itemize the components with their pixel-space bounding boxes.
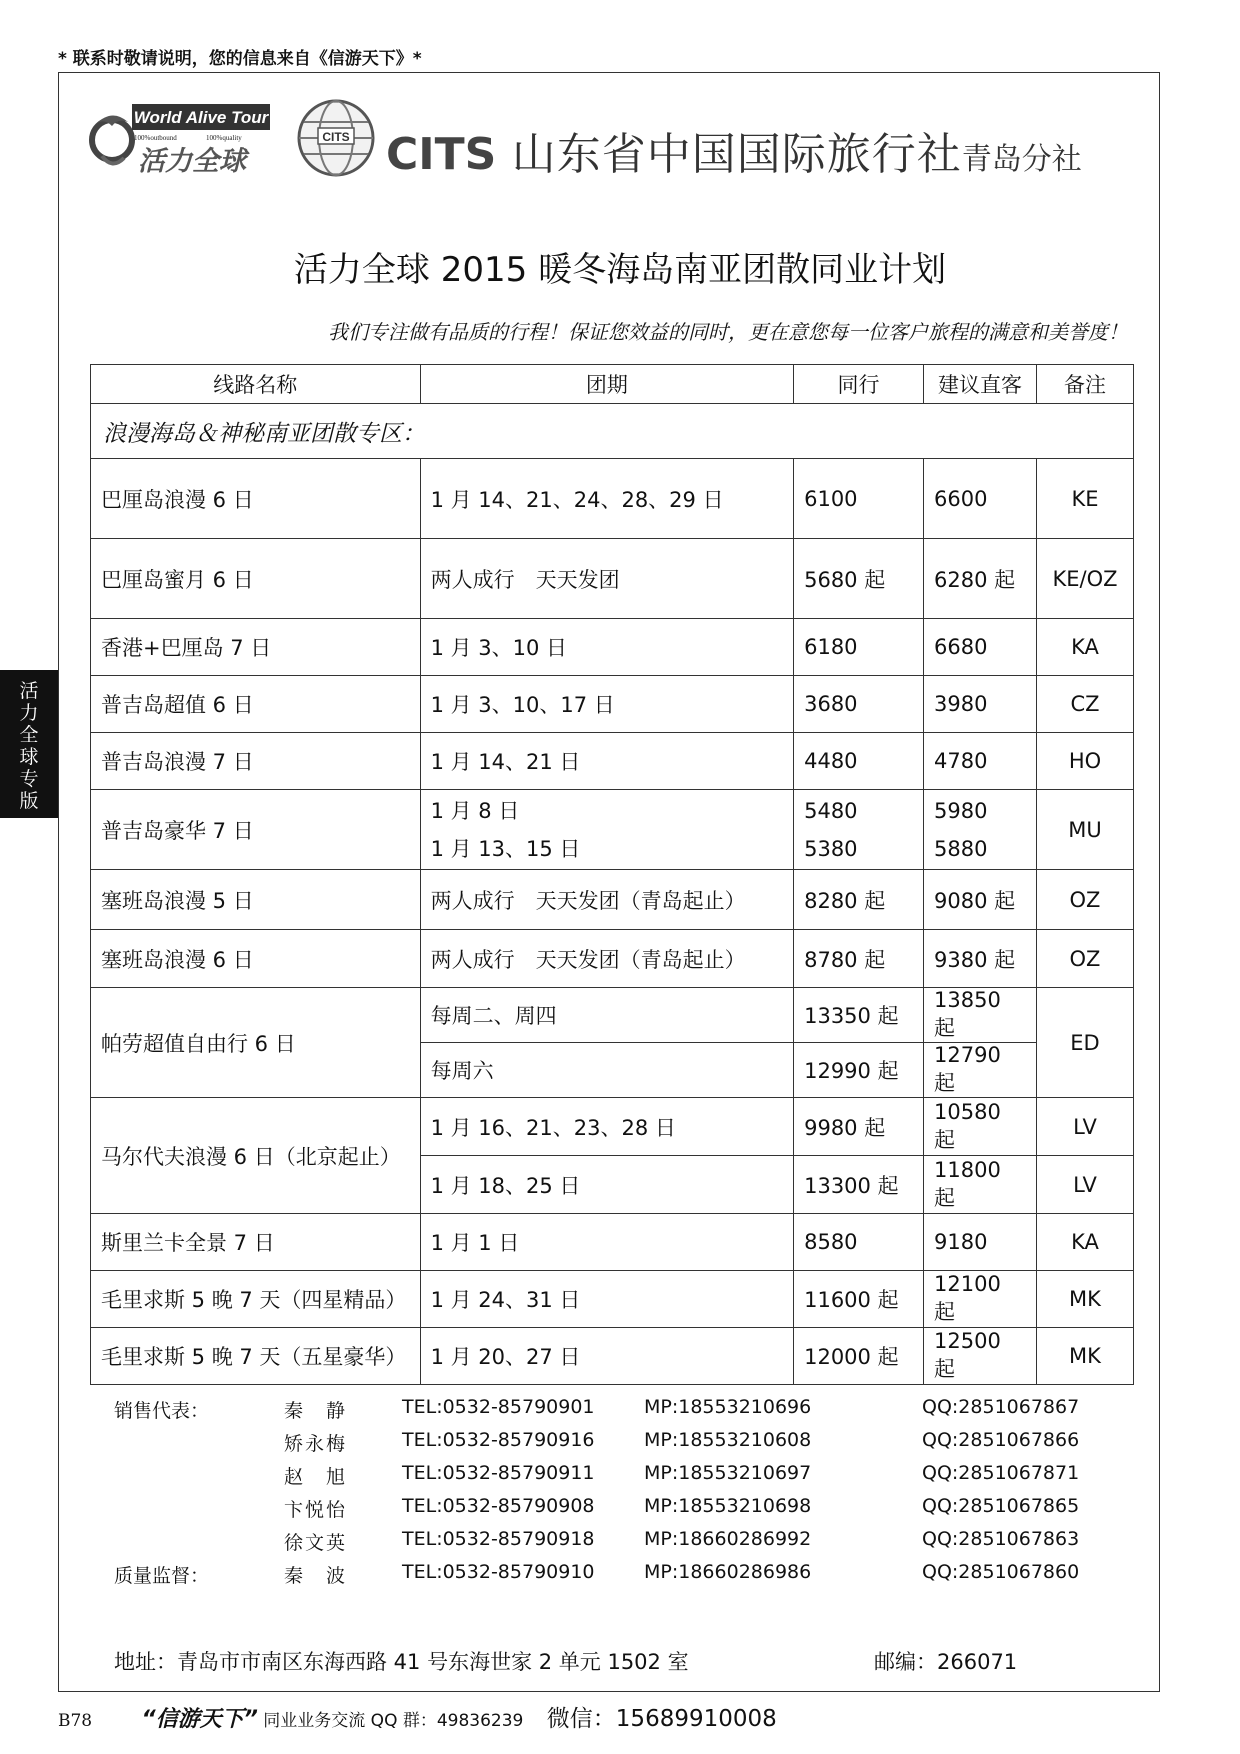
footer-brand: “信游天下” [141, 1707, 258, 1732]
table-row [91, 1214, 1134, 1271]
svg-text:100%outbound: 100%outbound [134, 134, 177, 142]
trade-price: 6180 [794, 619, 924, 676]
slogan: 我们专注做有品质的行程！保证您效益的同时，更在意您每一位客户旅程的满意和美誉度！ [328, 320, 1128, 344]
table-row [91, 459, 1134, 539]
contact-mobile: MP:18553210697 [644, 1462, 812, 1484]
airline-note: ED [1036, 988, 1133, 1098]
retail-price: 6600 [924, 459, 1037, 539]
contact-name: 徐文英 [284, 1532, 348, 1554]
contact-qq: QQ:2851067863 [922, 1528, 1080, 1550]
retail-price: 6280 起 [924, 539, 1037, 619]
retail-price: 9380 起 [924, 930, 1037, 988]
wechat: 微信：15689910008 [546, 1706, 777, 1732]
sales-label: 销售代表： [114, 1400, 210, 1422]
contact-row [114, 1495, 1114, 1528]
contact-tel: TEL:0532-85790918 [402, 1528, 595, 1550]
airline-note: KA [1036, 1214, 1133, 1271]
trade-price: 8780 起 [794, 930, 924, 988]
route-name: 巴厘岛蜜月 6 日 [91, 539, 421, 619]
airline-note: OZ [1036, 930, 1133, 988]
contact-qq: QQ:2851067871 [922, 1462, 1080, 1484]
retail-price: 4780 [924, 733, 1037, 790]
contact-qq: QQ:2851067865 [922, 1495, 1080, 1517]
trade-price: 3680 [794, 676, 924, 733]
trade-price: 12990 起 [794, 1043, 924, 1098]
table-row [91, 539, 1134, 619]
org-name: 山东省中国国际旅行社 [511, 129, 962, 180]
contact-name: 矫永梅 [284, 1433, 348, 1455]
svg-text:活力全球: 活力全球 [138, 146, 246, 177]
route-name: 普吉岛超值 6 日 [91, 676, 421, 733]
table-header-row [91, 365, 1134, 404]
contact-name: 卞悦怡 [284, 1499, 348, 1521]
contact-name: 秦 静 [284, 1400, 348, 1422]
contact-mobile: MP:18660286992 [644, 1528, 812, 1550]
tour-dates: 1 月 14、21、24、28、29 日 [420, 459, 794, 539]
airline-note: KA [1036, 619, 1133, 676]
route-name: 塞班岛浪漫 5 日 [91, 870, 421, 930]
retail-price: 11800 起 [924, 1156, 1037, 1214]
airline-note: LV [1036, 1156, 1133, 1214]
footer [58, 1700, 777, 1733]
retail-price-line: 5880 [934, 836, 988, 861]
header-note: 备注 [1036, 365, 1133, 404]
contact-row [114, 1561, 1114, 1594]
contact-row [114, 1528, 1114, 1561]
airline-note: HO [1036, 733, 1133, 790]
contact-qq: QQ:2851067866 [922, 1429, 1080, 1451]
contact-tel: TEL:0532-85790908 [402, 1495, 595, 1517]
section-row [91, 404, 1134, 459]
tour-dates: 两人成行 天天发团（青岛起止） [420, 930, 794, 988]
qq-group: 同业业务交流 QQ 群：49836239 [263, 1711, 524, 1731]
page-title: 活力全球 2015 暖冬海岛南亚团散同业计划 [293, 250, 947, 290]
route-name: 帕劳超值自由行 6 日 [91, 988, 421, 1098]
route-name: 香港+巴厘岛 7 日 [91, 619, 421, 676]
tour-dates: 1 月 1 日 [420, 1214, 794, 1271]
address: 地址：青岛市市南区东海西路 41 号东海世家 2 单元 1502 室 [114, 1650, 689, 1674]
tour-dates: 两人成行 天天发团 [420, 539, 794, 619]
top-note: * 联系时敬请说明，您的信息来自《信游天下》* [58, 49, 422, 69]
trade-price-line: 5480 [804, 798, 858, 823]
airline-note: OZ [1036, 870, 1133, 930]
page-number: B78 [58, 1711, 93, 1731]
retail-price: 12500 起 [924, 1328, 1037, 1385]
table-row [91, 619, 1134, 676]
trade-price [794, 790, 924, 870]
tour-dates: 1 月 14、21 日 [420, 733, 794, 790]
tour-dates: 1 月 3、10 日 [420, 619, 794, 676]
airline-note: KE/OZ [1036, 539, 1133, 619]
route-name: 毛里求斯 5 晚 7 天（四星精品） [91, 1271, 421, 1328]
trade-price: 11600 起 [794, 1271, 924, 1328]
table-row [91, 1271, 1134, 1328]
airline-note: MK [1036, 1328, 1133, 1385]
zip-code: 邮编：266071 [874, 1650, 1018, 1674]
section-label: 浪漫海岛＆神秘南亚团散专区： [91, 404, 1134, 459]
table-row [91, 930, 1134, 988]
airline-note: CZ [1036, 676, 1133, 733]
retail-price: 12100 起 [924, 1271, 1037, 1328]
retail-price: 9180 [924, 1214, 1037, 1271]
airline-note: LV [1036, 1098, 1133, 1156]
contact-mobile: MP:18553210696 [644, 1396, 812, 1418]
side-tab-label: 活力全球专版 [19, 680, 39, 812]
tour-dates: 1 月 24、31 日 [420, 1271, 794, 1328]
contact-name: 赵 旭 [284, 1466, 348, 1488]
header-retail: 建议直客 [924, 365, 1037, 404]
contacts-block [114, 1396, 1114, 1594]
route-name: 巴厘岛浪漫 6 日 [91, 459, 421, 539]
svg-text:100%quality: 100%quality [206, 134, 242, 142]
header-trade: 同行 [794, 365, 924, 404]
contact-row [114, 1429, 1114, 1462]
contact-mobile: MP:18660286986 [644, 1561, 812, 1583]
trade-price: 8580 [794, 1214, 924, 1271]
retail-price [924, 790, 1037, 870]
table-row [91, 1328, 1134, 1385]
airline-note: KE [1036, 459, 1133, 539]
contact-mobile: MP:18553210698 [644, 1495, 812, 1517]
tour-dates: 每周二、周四 [420, 988, 794, 1043]
contact-qq: QQ:2851067860 [922, 1561, 1080, 1583]
tour-dates: 1 月 16、21、23、28 日 [420, 1098, 794, 1156]
contact-row [114, 1396, 1114, 1429]
retail-price-line: 5980 [934, 798, 988, 823]
tour-dates: 1 月 20、27 日 [420, 1328, 794, 1385]
trade-price: 13350 起 [794, 988, 924, 1043]
trade-price: 9980 起 [794, 1098, 924, 1156]
header-route: 线路名称 [91, 365, 421, 404]
tour-dates [420, 790, 794, 870]
trade-price: 5680 起 [794, 539, 924, 619]
org-branch: 青岛分社 [961, 142, 1082, 177]
airline-note: MU [1036, 790, 1133, 870]
cits-globe-logo [296, 98, 376, 178]
contact-tel: TEL:0532-85790911 [402, 1462, 595, 1484]
tour-dates: 每周六 [420, 1043, 794, 1098]
retail-price: 12790 起 [924, 1043, 1037, 1098]
tour-plan-table [90, 364, 1134, 1385]
tour-date-line: 1 月 8 日 [430, 798, 520, 823]
quality-label: 质量监督： [114, 1565, 210, 1587]
table-row [91, 870, 1134, 930]
tour-dates: 两人成行 天天发团（青岛起止） [420, 870, 794, 930]
trade-price: 4480 [794, 733, 924, 790]
retail-price: 3980 [924, 676, 1037, 733]
route-name: 毛里求斯 5 晚 7 天（五星豪华） [91, 1328, 421, 1385]
table-row [91, 676, 1134, 733]
contact-row [114, 1462, 1114, 1495]
route-name: 斯里兰卡全景 7 日 [91, 1214, 421, 1271]
trade-price: 13300 起 [794, 1156, 924, 1214]
contact-tel: TEL:0532-85790901 [402, 1396, 595, 1418]
airline-note: MK [1036, 1271, 1133, 1328]
trade-price-line: 5380 [804, 836, 858, 861]
organization-name [386, 118, 1082, 182]
tour-dates: 1 月 3、10、17 日 [420, 676, 794, 733]
svg-text:CITS: CITS [322, 130, 350, 144]
route-name: 塞班岛浪漫 6 日 [91, 930, 421, 988]
table-row [91, 1098, 1134, 1156]
header-dates: 团期 [420, 365, 794, 404]
table-row [91, 988, 1134, 1043]
contact-tel: TEL:0532-85790916 [402, 1429, 595, 1451]
contact-qq: QQ:2851067867 [922, 1396, 1080, 1418]
route-name: 普吉岛豪华 7 日 [91, 790, 421, 870]
trade-price: 12000 起 [794, 1328, 924, 1385]
table-row [91, 733, 1134, 790]
contact-mobile: MP:18553210608 [644, 1429, 812, 1451]
retail-price: 13850 起 [924, 988, 1037, 1043]
svg-text:World Alive Tour: World Alive Tour [133, 108, 269, 127]
retail-price: 10580 起 [924, 1098, 1037, 1156]
trade-price: 6100 [794, 459, 924, 539]
contact-tel: TEL:0532-85790910 [402, 1561, 595, 1583]
world-alive-tour-logo [88, 104, 270, 184]
table-row [91, 790, 1134, 870]
tour-dates: 1 月 18、25 日 [420, 1156, 794, 1214]
retail-price: 6680 [924, 619, 1037, 676]
tour-date-line: 1 月 13、15 日 [430, 836, 581, 861]
route-name: 马尔代夫浪漫 6 日（北京起止） [91, 1098, 421, 1214]
retail-price: 9080 起 [924, 870, 1037, 930]
org-abbr: CITS [386, 129, 497, 180]
side-tab [0, 670, 58, 818]
contact-name: 秦 波 [284, 1565, 348, 1587]
trade-price: 8280 起 [794, 870, 924, 930]
route-name: 普吉岛浪漫 7 日 [91, 733, 421, 790]
